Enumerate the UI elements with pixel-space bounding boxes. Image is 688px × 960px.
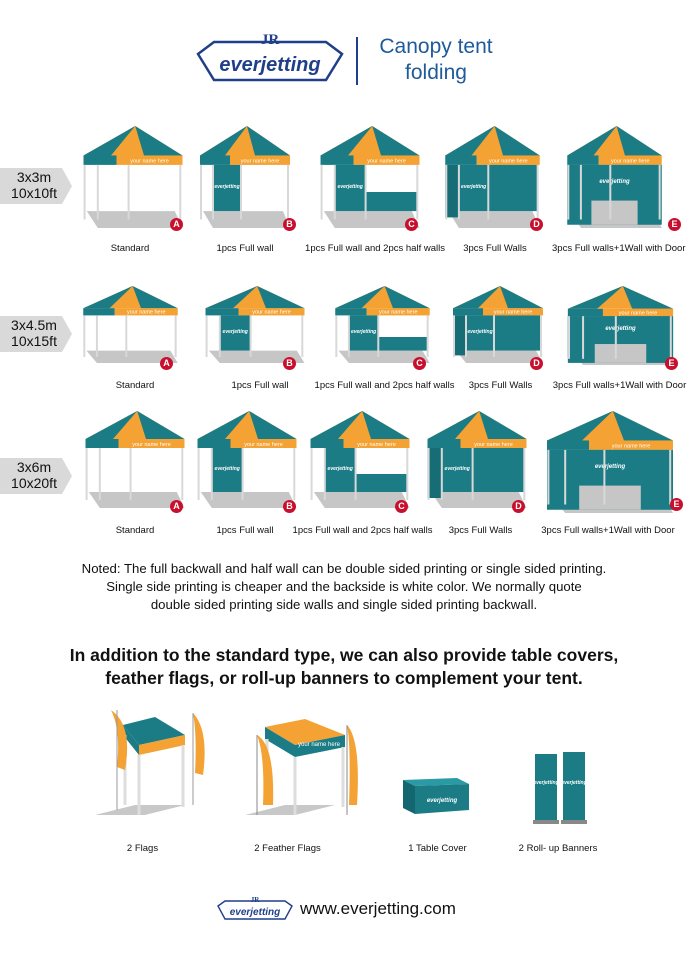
tent-image-a — [80, 410, 190, 510]
tent-caption: 3pcs Full Walls — [463, 243, 527, 254]
svg-text:everjetting: everjetting — [605, 326, 636, 333]
svg-text:your name here: your name here — [297, 742, 341, 748]
headline-line-2: feather flags, or roll-up banners to complement your tent. — [105, 668, 583, 688]
svg-text:everjetting: everjetting — [467, 329, 493, 335]
svg-text:your name here: your name here — [126, 309, 166, 316]
svg-text:everjetting: everjetting — [444, 466, 470, 472]
size-imperial: 10x20ft — [11, 475, 57, 491]
tent-caption: 1pcs Full wall and 2pcs half walls — [292, 525, 433, 536]
brand-logo — [190, 30, 350, 90]
svg-text:everjetting: everjetting — [214, 466, 240, 472]
tent-badge: B — [283, 500, 296, 513]
svg-text:JR: JR — [250, 896, 260, 904]
svg-text:your name here: your name here — [493, 309, 533, 316]
svg-text:your name here: your name here — [240, 158, 280, 165]
tent-badge: C — [395, 500, 408, 513]
svg-text:everjetting: everjetting — [533, 780, 559, 786]
size-tag-3x3 — [0, 168, 72, 204]
accessory-table-cover-image — [395, 770, 475, 820]
accessory-caption: 2 Feather Flags — [254, 843, 321, 854]
tent-image-d — [440, 125, 545, 230]
tent-badge: A — [160, 357, 173, 370]
note-line-2: Single side printing is cheaper and the backside is white color. We normally quote — [106, 579, 582, 594]
tent-image-d — [422, 410, 532, 510]
tent-image-c — [305, 410, 415, 510]
tent-caption: Standard — [115, 380, 155, 391]
footer-logo-text: everjetting — [229, 907, 281, 918]
footer-brand-logo — [215, 896, 295, 922]
tent-badge: D — [512, 500, 525, 513]
tent-caption: 1pcs Full wall — [231, 380, 289, 391]
tent-image-b — [192, 410, 302, 510]
svg-text:everjetting: everjetting — [561, 780, 587, 786]
size-tag-3x4-5 — [0, 316, 72, 352]
accessory-caption: 2 Roll- up Banners — [518, 843, 598, 854]
tent-badge: A — [170, 500, 183, 513]
tent-caption: Standard — [115, 525, 155, 536]
page-title — [366, 34, 506, 86]
svg-text:your name here: your name here — [474, 441, 513, 448]
accessory-caption: 1 Table Cover — [408, 843, 467, 854]
tent-image-d — [448, 285, 548, 365]
svg-text:everjetting: everjetting — [337, 184, 363, 190]
brand-logo-text: everjetting — [219, 54, 321, 76]
tent-caption: 3pcs Full walls+1Wall with Door — [541, 525, 675, 536]
svg-text:your name here: your name here — [610, 158, 650, 165]
tent-badge: C — [413, 357, 426, 370]
tent-caption: 3pcs Full Walls — [468, 380, 533, 391]
tent-image-e — [562, 285, 679, 367]
svg-text:JR: JR — [260, 32, 280, 48]
tent-caption: 3pcs Full walls+1Wall with Door — [552, 380, 687, 391]
tent-image-c — [330, 285, 435, 365]
tent-badge: E — [665, 357, 678, 370]
headline-line-1: In addition to the standard type, we can also provide table covers, — [69, 645, 619, 665]
note-line-3: double sided printing side walls and single sided printing backwall. — [150, 597, 538, 612]
tent-caption: 1pcs Full wall and 2pcs half walls — [314, 380, 455, 391]
size-imperial: 10x10ft — [11, 185, 57, 201]
tent-caption: Standard — [110, 243, 150, 254]
website-link[interactable]: www.everjetting.com — [300, 899, 456, 918]
tent-badge: D — [530, 357, 543, 370]
tent-image-a — [78, 285, 183, 365]
svg-text:everjetting: everjetting — [594, 463, 626, 470]
tent-badge: A — [170, 218, 183, 231]
size-tag-3x6 — [0, 458, 72, 494]
accessory-roll-up-banners-image — [530, 748, 590, 828]
tent-badge: C — [405, 218, 418, 231]
tent-badge: E — [668, 218, 681, 231]
tent-badge: D — [530, 218, 543, 231]
accessory-caption: 2 Flags — [126, 843, 159, 854]
header-divider — [356, 37, 358, 85]
tent-caption: 1pcs Full wall — [216, 243, 274, 254]
svg-text:your name here: your name here — [357, 441, 396, 448]
svg-text:your name here: your name here — [132, 441, 171, 448]
title-line-1: Canopy tent — [379, 35, 493, 58]
tent-image-e — [540, 410, 680, 515]
tent-caption: 1pcs Full wall — [216, 525, 274, 536]
svg-text:everjetting: everjetting — [460, 184, 487, 190]
tent-image-e — [562, 125, 667, 230]
svg-text:everjetting: everjetting — [426, 798, 458, 804]
svg-text:everjetting: everjetting — [599, 178, 630, 185]
svg-text:your name here: your name here — [130, 158, 169, 165]
svg-text:your name here: your name here — [618, 310, 658, 317]
svg-text:everjetting: everjetting — [327, 466, 353, 472]
svg-text:your name here: your name here — [488, 158, 528, 165]
svg-text:everjetting: everjetting — [222, 329, 248, 335]
tent-image-c — [315, 125, 425, 230]
svg-text:your name here: your name here — [611, 443, 651, 450]
svg-text:your name here: your name here — [378, 309, 418, 316]
note-line-1: Noted: The full backwall and half wall can be double sided printing or single sided printing. — [81, 561, 607, 576]
tent-badge: B — [283, 357, 296, 370]
svg-text:your name here: your name here — [244, 441, 283, 448]
tent-badge: E — [670, 498, 683, 511]
size-imperial: 10x15ft — [11, 333, 57, 349]
svg-text:everjetting: everjetting — [350, 329, 377, 335]
tent-image-b — [195, 125, 295, 230]
accessory-2-flags-image — [85, 705, 210, 825]
tent-caption: 3pcs Full Walls — [448, 525, 513, 536]
accessory-feather-flags-image — [235, 705, 365, 825]
svg-text:everjetting: everjetting — [214, 184, 240, 190]
size-metric: 3x6m — [16, 459, 52, 475]
svg-text:your name here: your name here — [252, 309, 291, 316]
size-metric: 3x3m — [16, 169, 52, 185]
tent-caption: 3pcs Full walls+1Wall with Door — [552, 243, 686, 254]
tent-image-b — [200, 285, 310, 365]
size-metric: 3x4.5m — [11, 317, 57, 333]
tent-badge: B — [283, 218, 296, 231]
title-line-2: folding — [405, 61, 467, 84]
accessories-headline — [20, 644, 668, 690]
tent-image-a — [78, 125, 188, 230]
note-text — [40, 560, 648, 614]
svg-text:your name here: your name here — [367, 158, 406, 165]
tent-caption: 1pcs Full wall and 2pcs half walls — [305, 243, 445, 254]
